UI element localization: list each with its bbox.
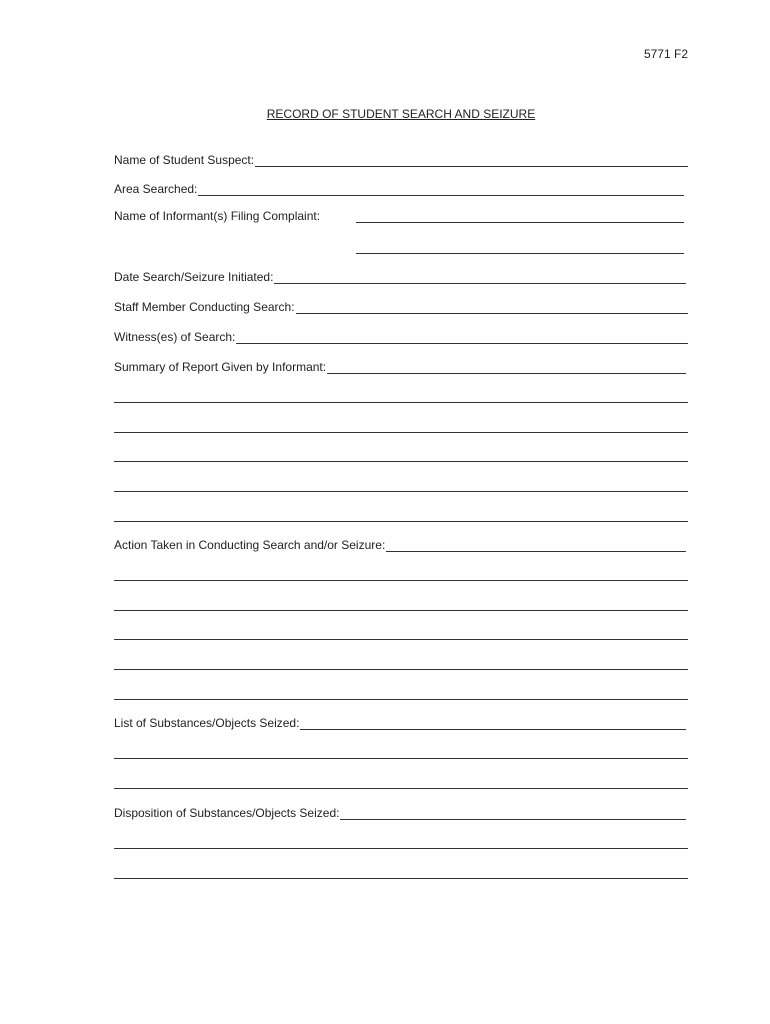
disposition-row bbox=[114, 804, 686, 820]
substances-line-2[interactable] bbox=[114, 788, 688, 789]
summary-line-5[interactable] bbox=[114, 521, 688, 522]
summary-report-label: Summary of Report Given by Informant: bbox=[114, 360, 327, 374]
staff-member-field[interactable] bbox=[296, 301, 688, 314]
date-initiated-field[interactable] bbox=[274, 271, 686, 284]
action-taken-row bbox=[114, 536, 686, 552]
date-initiated-row bbox=[114, 268, 686, 284]
action-line-2[interactable] bbox=[114, 610, 688, 611]
substances-list-field[interactable] bbox=[300, 717, 686, 730]
action-taken-field[interactable] bbox=[386, 539, 686, 552]
date-initiated-label: Date Search/Seizure Initiated: bbox=[114, 270, 274, 284]
witnesses-row bbox=[114, 328, 688, 344]
witnesses-label: Witness(es) of Search: bbox=[114, 330, 236, 344]
summary-line-4[interactable] bbox=[114, 491, 688, 492]
substances-list-label: List of Substances/Objects Seized: bbox=[114, 716, 300, 730]
informant-field-2[interactable] bbox=[356, 253, 684, 254]
substances-list-row bbox=[114, 714, 686, 730]
action-line-1[interactable] bbox=[114, 580, 688, 581]
disposition-line-1[interactable] bbox=[114, 848, 688, 849]
summary-report-field[interactable] bbox=[327, 361, 686, 374]
witnesses-field[interactable] bbox=[236, 331, 688, 344]
staff-member-row bbox=[114, 298, 688, 314]
disposition-field[interactable] bbox=[340, 807, 686, 820]
form-code: 5771 F2 bbox=[643, 47, 688, 61]
summary-line-1[interactable] bbox=[114, 402, 688, 403]
disposition-line-2[interactable] bbox=[114, 878, 688, 879]
action-taken-label: Action Taken in Conducting Search and/or Seizure: bbox=[114, 538, 386, 552]
action-line-5[interactable] bbox=[114, 699, 688, 700]
substances-line-1[interactable] bbox=[114, 758, 688, 759]
page-title: RECORD OF STUDENT SEARCH AND SEIZURE bbox=[266, 107, 536, 121]
disposition-label: Disposition of Substances/Objects Seized: bbox=[114, 806, 340, 820]
action-line-3[interactable] bbox=[114, 639, 688, 640]
student-suspect-row bbox=[114, 151, 688, 167]
action-line-4[interactable] bbox=[114, 669, 688, 670]
area-searched-field[interactable] bbox=[198, 183, 684, 196]
student-suspect-label: Name of Student Suspect: bbox=[114, 153, 255, 167]
informant-field-1[interactable] bbox=[356, 222, 684, 223]
staff-member-label: Staff Member Conducting Search: bbox=[114, 300, 295, 314]
student-suspect-field[interactable] bbox=[255, 154, 688, 167]
area-searched-row bbox=[114, 180, 684, 196]
summary-line-2[interactable] bbox=[114, 432, 688, 433]
informant-label: Name of Informant(s) Filing Complaint: bbox=[114, 209, 321, 223]
area-searched-label: Area Searched: bbox=[114, 182, 198, 196]
summary-line-3[interactable] bbox=[114, 461, 688, 462]
summary-report-row bbox=[114, 358, 686, 374]
